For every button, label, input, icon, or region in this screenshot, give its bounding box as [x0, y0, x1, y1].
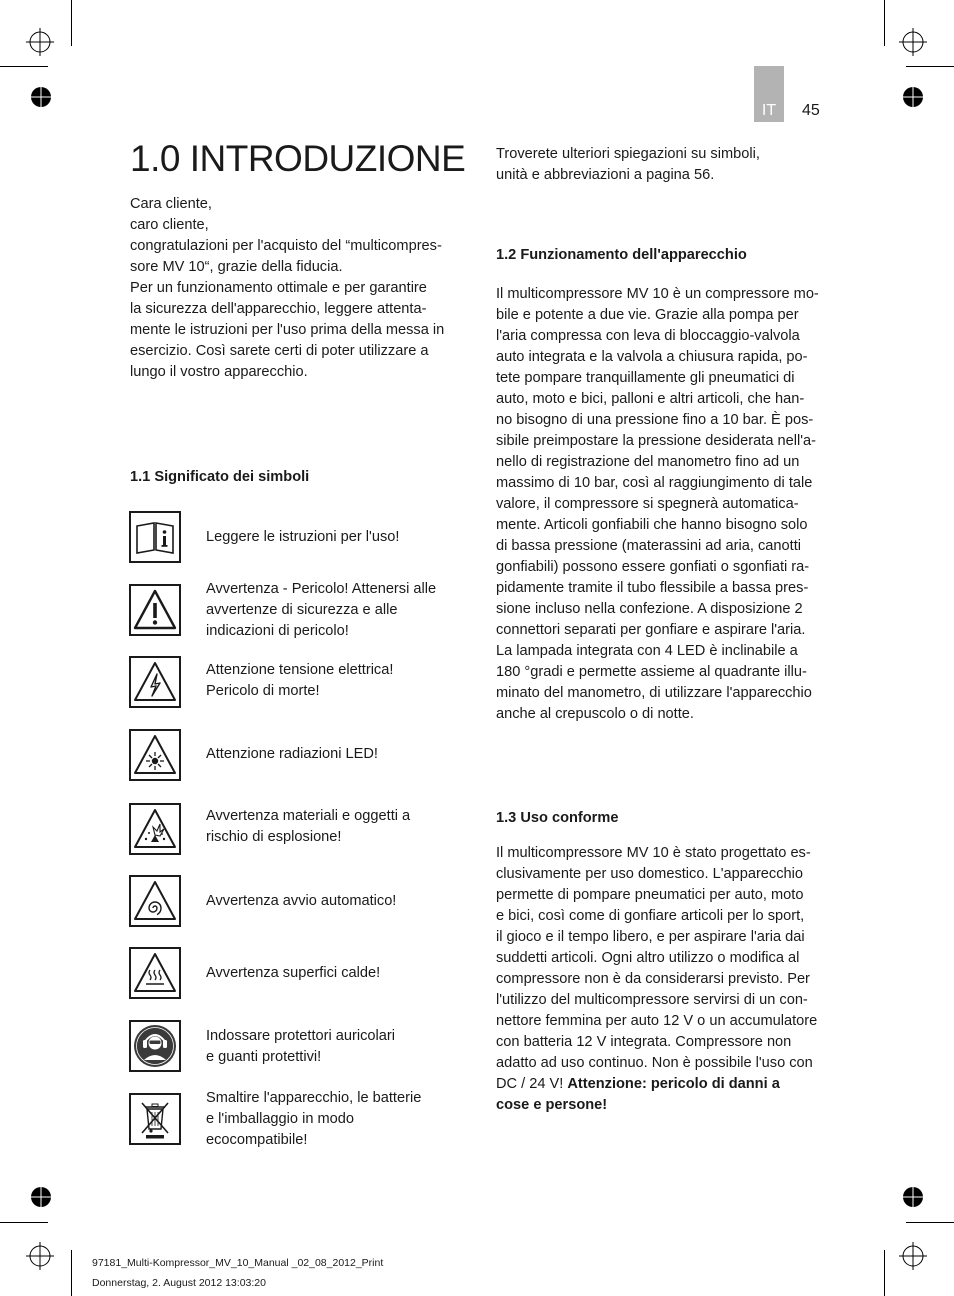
automatic-start-icon — [129, 875, 181, 927]
text-line: Attenzione radiazioni LED! — [206, 746, 378, 762]
text-line: massimo di 10 bar, così al raggiungimento di tale — [496, 475, 813, 491]
crop-mark — [906, 66, 954, 67]
function-paragraph — [496, 284, 819, 725]
text-line: valore, il compressore si spegnerà automatica- — [496, 496, 799, 512]
registration-target-icon — [26, 28, 54, 56]
text-line: Indossare protettori auricolari — [206, 1028, 395, 1044]
text-line: auto integrata e la valvola a chiusura rapida, po- — [496, 349, 808, 365]
text-line: Attenzione tensione elettrica! — [206, 662, 394, 678]
symbol-description — [206, 527, 399, 548]
text-line: connettori separati per gonfiare e aspirare l'aria. — [496, 622, 806, 638]
symbol-description — [206, 891, 396, 912]
text-line: Avvertenza - Pericolo! Attenersi alle — [206, 581, 437, 597]
text-line: bile e potente a due vie. Grazie alla pompa per — [496, 307, 799, 323]
text-line: permette di pompare pneumatici per auto, moto — [496, 887, 804, 903]
text-line: ecocompatibile! — [206, 1132, 308, 1148]
text-line: avvertenze di sicurezza e alle — [206, 602, 398, 618]
registration-dot-icon — [902, 86, 924, 108]
text-line: mente. Articoli gonfiabili che hanno bisogno solo — [496, 517, 808, 533]
text-line: e l'imballaggio in modo — [206, 1111, 354, 1127]
text-line: no bisogno di una pressione fino a 10 bar. È pos- — [496, 412, 814, 428]
crop-mark — [0, 66, 48, 67]
text-line: sione incluso nella confezione. A disposizione 2 — [496, 601, 803, 617]
symbol-description — [206, 660, 393, 702]
text-line: clusivamente per uso domestico. L'apparecchio — [496, 866, 803, 882]
text-line: minato del manometro, di utilizzare l'apparecchio — [496, 685, 812, 701]
text-line: e bici, così come di gonfiare articoli per lo sport, — [496, 908, 805, 924]
crop-mark — [884, 1250, 885, 1296]
electric-hazard-icon — [129, 656, 181, 708]
registration-dot-icon — [30, 86, 52, 108]
explosion-hazard-icon — [129, 803, 181, 855]
print-timestamp: Donnerstag, 2. August 2012 13:03:20 — [92, 1277, 266, 1289]
text-line: rischio di esplosione! — [206, 829, 342, 845]
registration-dot-icon — [30, 1186, 52, 1208]
text-line — [496, 1074, 817, 1095]
symbol-description — [206, 963, 380, 984]
section-heading-symbols: 1.1 Significato dei simboli — [130, 469, 310, 485]
crop-mark — [0, 1222, 48, 1223]
crop-mark — [71, 1250, 72, 1296]
text-line: lungo il vostro apparecchio. — [130, 364, 308, 380]
symbol-description — [206, 579, 436, 642]
text-line — [496, 1095, 817, 1116]
text-line: e guanti protettivi! — [206, 1049, 322, 1065]
text-line: sibile preimpostare la pressione desiderata nell'a- — [496, 433, 816, 449]
crop-mark — [906, 1222, 954, 1223]
intended-use-paragraph — [496, 843, 817, 1116]
text-line: La lampada integrata con 4 LED è inclinabile a — [496, 643, 798, 659]
registration-target-icon — [26, 1242, 54, 1270]
ear-protection-icon — [129, 1020, 181, 1072]
text-line: Avvertenza avvio automatico! — [206, 893, 397, 909]
text-line: congratulazioni per l'acquisto del “multicompres- — [130, 238, 442, 254]
text-line: gonfiabili) possono essere gonfiati o sgonfiati ra- — [496, 559, 810, 575]
text-line: mente le istruzioni per l'uso prima della messa in — [130, 322, 445, 338]
text-line: l'utilizzo del multicompressore servirsi di un con- — [496, 992, 808, 1008]
symbol-description — [206, 1026, 395, 1068]
text-line: il gioco e il tempo libero, e per aspirare l'aria dai — [496, 929, 805, 945]
warning-text: Attenzione: pericolo di danni a — [567, 1076, 780, 1092]
text-line: l'aria compressa con leva di bloccaggio-valvola — [496, 328, 800, 344]
text-line: la sicurezza dell'apparecchio, leggere attenta- — [130, 301, 427, 317]
registration-target-icon — [899, 1242, 927, 1270]
text-line: compressore non è da considerarsi previsto. Per — [496, 971, 810, 987]
crossed-bin-icon — [129, 1093, 181, 1145]
page-title: 1.0 INTRODUZIONE — [130, 138, 466, 179]
text-line: Per un funzionamento ottimale e per garantire — [130, 280, 427, 296]
intro-paragraph — [130, 194, 444, 383]
text-line: Il multicompressore MV 10 è stato progettato es- — [496, 845, 811, 861]
hot-surface-icon — [129, 947, 181, 999]
text-line: Avvertenza superfici calde! — [206, 965, 381, 981]
symbols-reference-note — [496, 144, 760, 186]
symbol-description — [206, 744, 378, 765]
text-line: Pericolo di morte! — [206, 683, 320, 699]
text-line: sore MV 10“, grazie della fiducia. — [130, 259, 343, 275]
text-line: adatto ad uso continuo. Non è possibile l'uso con — [496, 1055, 813, 1071]
text-line: esercizio. Così sarete certi di poter utilizzare a — [130, 343, 429, 359]
text-line: auto, moto e bici, palloni e altri articoli, che han- — [496, 391, 805, 407]
text-line: Il multicompressore MV 10 è un compressore mo- — [496, 286, 819, 302]
text-line: unità e abbreviazioni a pagina 56. — [496, 167, 715, 183]
text-line: Cara cliente, — [130, 196, 212, 212]
text-line: Leggere le istruzioni per l'uso! — [206, 529, 400, 545]
text-line: indicazioni di pericolo! — [206, 623, 349, 639]
text-line: di bassa pressione (materassini ad aria, canotti — [496, 538, 802, 554]
print-filename: 97181_Multi-Kompressor_MV_10_Manual _02_08_2012_Print — [92, 1257, 384, 1269]
text-line: nettore femmina per auto 12 V o un accumulatore — [496, 1013, 818, 1029]
registration-target-icon — [899, 28, 927, 56]
language-label: IT — [761, 102, 777, 119]
led-radiation-icon — [129, 729, 181, 781]
symbol-description — [206, 806, 410, 848]
text-line: 180 °gradi e permette assieme al quadrante illu- — [496, 664, 807, 680]
text-line: nello di registrazione del manometro fino ad un — [496, 454, 800, 470]
text-line: pidamente tramite il tubo flessibile a bassa pres- — [496, 580, 809, 596]
section-heading-function: 1.2 Funzionamento dell'apparecchio — [496, 247, 747, 263]
text-line: tete pompare tranquillamente gli pneumatici di — [496, 370, 795, 386]
crop-mark — [71, 0, 72, 46]
text-line: Avvertenza materiali e oggetti a — [206, 808, 411, 824]
text-span: DC / 24 V! — [496, 1076, 568, 1092]
text-line: Troverete ulteriori spiegazioni su simboli, — [496, 146, 760, 162]
registration-dot-icon — [902, 1186, 924, 1208]
text-line: anche al crepuscolo o di notte. — [496, 706, 694, 722]
warning-exclamation-icon — [129, 584, 181, 636]
text-line: caro cliente, — [130, 217, 209, 233]
crop-mark — [884, 0, 885, 46]
warning-text: cose e persone! — [496, 1097, 608, 1113]
text-line: Smaltire l'apparecchio, le batterie — [206, 1090, 422, 1106]
manual-book-icon — [129, 511, 181, 563]
page-number: 45 — [802, 102, 820, 119]
section-heading-intended-use: 1.3 Uso conforme — [496, 810, 619, 826]
text-line: con batteria 12 V integrata. Compressore non — [496, 1034, 792, 1050]
text-line: suddetti articoli. Ogni altro utilizzo o modifica al — [496, 950, 800, 966]
symbol-description — [206, 1088, 421, 1151]
